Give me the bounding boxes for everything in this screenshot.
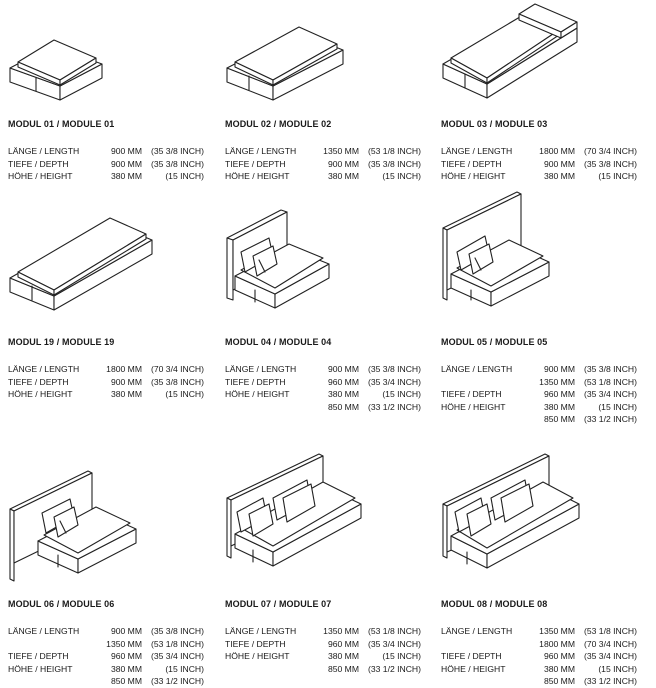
module-title: MODUL 19 / MODULE 19 [8,337,115,347]
spec-row [8,663,204,676]
spec-inch: (35 3/8 INCH) [367,364,421,374]
spec-label: TIEFE / DEPTH [441,651,502,662]
spec-table [441,145,637,183]
spec-mm: 900 MM [327,364,359,374]
module-title: MODUL 05 / MODULE 05 [441,337,548,347]
spec-row [441,363,637,376]
spec-inch: (33 1/2 INCH) [367,401,421,412]
spec-inch: (70 3/4 INCH) [150,364,204,374]
spec-mm: 850 MM [327,401,359,412]
spec-label: HÖHE / HEIGHT [8,389,73,400]
spec-row [8,376,204,389]
spec-mm: 900 MM [327,158,359,169]
spec-row [225,625,421,638]
spec-row [225,363,421,376]
spec-mm: 380 MM [543,401,575,412]
spec-row [441,675,637,688]
spec-label: HÖHE / HEIGHT [441,663,506,674]
spec-mm: 380 MM [110,171,142,182]
spec-row [8,650,204,663]
spec-inch: (35 3/8 INCH) [583,364,637,374]
spec-mm: 1800 MM [106,364,142,374]
spec-mm: 960 MM [543,389,575,400]
spec-row [8,170,204,183]
spec-label: LÄNGE / LENGTH [225,626,297,636]
spec-label: LÄNGE / LENGTH [441,626,513,636]
spec-mm: 380 MM [327,171,359,182]
spec-mm: 1350 MM [539,376,575,387]
module-02-drawing [225,0,425,112]
module-title: MODUL 06 / MODULE 06 [8,599,115,609]
spec-row [441,413,637,426]
spec-inch: (15 INCH) [598,171,637,182]
spec-label: LÄNGE / LENGTH [8,364,80,374]
spec-label: TIEFE / DEPTH [8,651,69,662]
spec-row [441,650,637,663]
spec-label: TIEFE / DEPTH [441,158,502,169]
spec-table [8,363,204,401]
module-title: MODUL 08 / MODULE 08 [441,599,548,609]
module-title: MODUL 02 / MODULE 02 [225,119,332,129]
spec-label: HÖHE / HEIGHT [441,171,506,182]
spec-inch: (70 3/4 INCH) [583,146,637,156]
spec-inch: (15 INCH) [165,389,204,400]
spec-mm: 850 MM [543,676,575,687]
spec-row [441,401,637,414]
module-05-drawing [441,190,641,320]
spec-label: TIEFE / DEPTH [441,389,502,400]
spec-row [8,388,204,401]
spec-inch: (35 3/8 INCH) [150,146,204,156]
spec-mm: 1350 MM [106,638,142,649]
spec-row [8,675,204,688]
spec-row [225,650,421,663]
spec-label: LÄNGE / LENGTH [8,626,80,636]
spec-mm: 850 MM [543,414,575,425]
module-title: MODUL 07 / MODULE 07 [225,599,332,609]
spec-label: LÄNGE / LENGTH [8,146,80,156]
spec-inch: (15 INCH) [598,663,637,674]
spec-mm: 900 MM [110,146,142,156]
spec-table [8,145,204,183]
spec-inch: (15 INCH) [382,171,421,182]
spec-row [225,663,421,676]
spec-mm: 1800 MM [539,146,575,156]
spec-inch: (35 3/4 INCH) [367,638,421,649]
spec-row [225,401,421,414]
spec-inch: (35 3/4 INCH) [583,389,637,400]
spec-label: HÖHE / HEIGHT [8,663,73,674]
spec-table [225,145,421,183]
spec-table [441,363,637,426]
spec-mm: 380 MM [327,651,359,662]
module-04-drawing [225,210,425,322]
spec-label: LÄNGE / LENGTH [225,364,297,374]
spec-row [8,363,204,376]
spec-inch: (33 1/2 INCH) [367,663,421,674]
spec-inch: (33 1/2 INCH) [583,676,637,687]
spec-table [225,625,421,675]
spec-row [441,388,637,401]
module-19-drawing [8,210,208,322]
spec-label: TIEFE / DEPTH [225,638,286,649]
spec-mm: 1350 MM [539,626,575,636]
spec-row [441,638,637,651]
spec-mm: 380 MM [110,389,142,400]
module-title: MODUL 04 / MODULE 04 [225,337,332,347]
spec-label: HÖHE / HEIGHT [8,171,73,182]
spec-row [8,638,204,651]
spec-inch: (70 3/4 INCH) [583,638,637,649]
spec-label: LÄNGE / LENGTH [225,146,297,156]
spec-label: HÖHE / HEIGHT [225,389,290,400]
spec-inch: (35 3/8 INCH) [583,158,637,169]
spec-row [441,376,637,389]
spec-inch: (33 1/2 INCH) [583,414,637,425]
spec-mm: 1800 MM [539,638,575,649]
spec-inch: (53 1/8 INCH) [367,146,421,156]
spec-label: TIEFE / DEPTH [225,158,286,169]
spec-inch: (35 3/8 INCH) [150,158,204,169]
spec-row [225,158,421,171]
spec-inch: (35 3/4 INCH) [583,651,637,662]
module-01-drawing [8,0,208,112]
spec-mm: 1350 MM [323,146,359,156]
spec-mm: 960 MM [327,638,359,649]
spec-label: TIEFE / DEPTH [225,376,286,387]
spec-mm: 900 MM [110,376,142,387]
spec-mm: 960 MM [110,651,142,662]
spec-mm: 1350 MM [323,626,359,636]
spec-mm: 900 MM [110,626,142,636]
module-title: MODUL 01 / MODULE 01 [8,119,115,129]
spec-inch: (33 1/2 INCH) [150,676,204,687]
spec-label: HÖHE / HEIGHT [225,171,290,182]
spec-inch: (53 1/8 INCH) [150,638,204,649]
spec-row [225,638,421,651]
spec-row [8,625,204,638]
spec-mm: 380 MM [543,663,575,674]
spec-mm: 960 MM [327,376,359,387]
spec-inch: (53 1/8 INCH) [367,626,421,636]
spec-inch: (35 3/4 INCH) [150,651,204,662]
spec-row [441,145,637,158]
spec-inch: (35 3/8 INCH) [150,626,204,636]
spec-label: HÖHE / HEIGHT [225,651,290,662]
spec-inch: (15 INCH) [382,651,421,662]
spec-mm: 380 MM [327,389,359,400]
spec-row [225,145,421,158]
spec-inch: (35 3/8 INCH) [367,158,421,169]
spec-row [8,158,204,171]
spec-label: HÖHE / HEIGHT [441,401,506,412]
spec-inch: (15 INCH) [165,663,204,674]
spec-row [225,388,421,401]
module-06-drawing [8,465,208,585]
spec-row [441,625,637,638]
spec-inch: (15 INCH) [382,389,421,400]
spec-inch: (53 1/8 INCH) [583,376,637,387]
spec-row [441,170,637,183]
spec-mm: 850 MM [327,663,359,674]
spec-mm: 900 MM [110,158,142,169]
spec-row [441,663,637,676]
spec-mm: 960 MM [543,651,575,662]
spec-inch: (15 INCH) [165,171,204,182]
module-03-drawing [441,0,641,112]
spec-mm: 900 MM [543,158,575,169]
module-08-drawing [441,452,641,582]
spec-inch: (15 INCH) [598,401,637,412]
spec-row [441,158,637,171]
spec-table [441,625,637,688]
spec-row [225,376,421,389]
spec-label: TIEFE / DEPTH [8,376,69,387]
spec-mm: 380 MM [110,663,142,674]
spec-row [8,145,204,158]
spec-table [8,625,204,688]
spec-mm: 850 MM [110,676,142,687]
spec-inch: (35 3/8 INCH) [150,376,204,387]
module-07-drawing [225,452,425,582]
spec-label: TIEFE / DEPTH [8,158,69,169]
spec-label: LÄNGE / LENGTH [441,364,513,374]
spec-mm: 900 MM [543,364,575,374]
module-title: MODUL 03 / MODULE 03 [441,119,548,129]
spec-inch: (35 3/4 INCH) [367,376,421,387]
spec-inch: (53 1/8 INCH) [583,626,637,636]
spec-mm: 380 MM [543,171,575,182]
spec-row [225,170,421,183]
spec-table [225,363,421,413]
spec-label: LÄNGE / LENGTH [441,146,513,156]
